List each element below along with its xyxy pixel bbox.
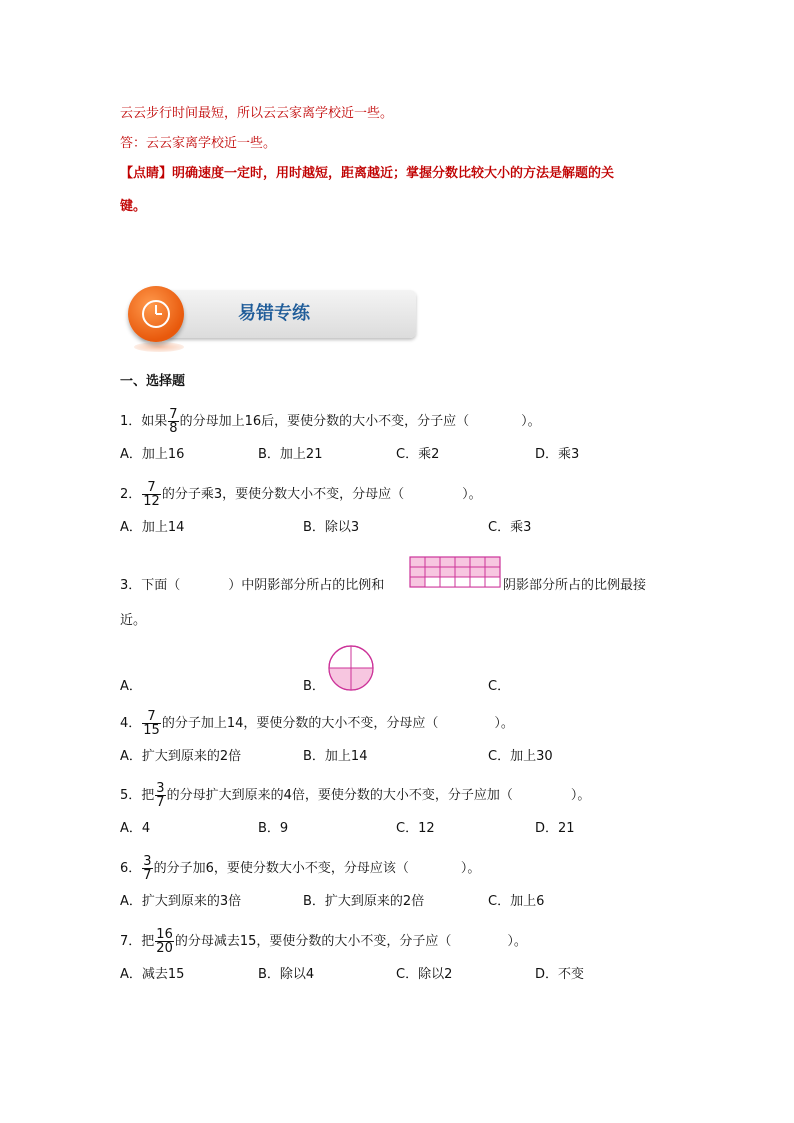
question-5 bbox=[120, 782, 590, 809]
fraction: $\frac{7}{15}$ bbox=[143, 709, 160, 738]
option-a[interactable]: A．扩大到原来的3倍 bbox=[120, 894, 242, 909]
question-number: 5． bbox=[120, 788, 142, 803]
intro-line-2: 答：云云家离学校近一些。 bbox=[120, 136, 277, 151]
option-a[interactable]: A．减去15 bbox=[120, 967, 185, 982]
clock-icon bbox=[128, 286, 184, 342]
question-number: 4． bbox=[120, 716, 142, 731]
section-banner bbox=[120, 286, 400, 356]
question-text: 的分子加6，要使分数大小不变，分母应该（ bbox=[153, 861, 409, 876]
question-number: 2． bbox=[120, 487, 142, 502]
question-text: ）。 bbox=[462, 487, 482, 502]
question-text: ）。 bbox=[570, 788, 591, 803]
question-number: 6． bbox=[120, 861, 142, 876]
option-a[interactable]: A． bbox=[120, 679, 142, 694]
comment-line-2: 键。 bbox=[120, 199, 147, 214]
option-a[interactable]: A．加上16 bbox=[120, 447, 185, 462]
option-b[interactable]: B． bbox=[303, 679, 325, 694]
option-d[interactable]: D．不变 bbox=[535, 967, 585, 982]
question-text: 的分母加上16后，要使分数的大小不变，分子应（ bbox=[179, 414, 470, 429]
option-c[interactable]: C．加上6 bbox=[488, 894, 545, 909]
comment-text: 明确速度一定时，用时越短，距离越近；掌握分数比较大小的方法是解题的关 bbox=[172, 166, 615, 181]
fraction: $\frac{7}{8}$ bbox=[169, 407, 178, 436]
option-b[interactable]: B．加上21 bbox=[258, 447, 323, 462]
question-text: ）。 bbox=[521, 414, 541, 429]
option-c[interactable]: C．12 bbox=[396, 821, 435, 836]
question-2 bbox=[120, 481, 482, 508]
fraction: $\frac{3}{7}$ bbox=[143, 854, 152, 883]
question-7 bbox=[120, 928, 527, 955]
banner-title: 易错专练 bbox=[238, 303, 310, 324]
intro-line-1: 云云步行时间最短，所以云云家离学校近一些。 bbox=[120, 106, 394, 121]
fraction: $\frac{16}{20}$ bbox=[156, 927, 173, 956]
option-c[interactable]: C．乘3 bbox=[488, 520, 532, 535]
option-c[interactable]: C． bbox=[488, 679, 511, 694]
option-d[interactable]: D．乘3 bbox=[535, 447, 580, 462]
option-b[interactable]: B．加上14 bbox=[303, 749, 368, 764]
banner-shadow bbox=[134, 342, 184, 352]
question-text: ）。 bbox=[494, 716, 514, 731]
question-text: 的分母扩大到原来的4倍，要使分数的大小不变，分子应加（ bbox=[166, 788, 513, 803]
option-b[interactable]: B．除以4 bbox=[258, 967, 315, 982]
question-4 bbox=[120, 710, 514, 737]
question-3-line2: 近。 bbox=[120, 613, 147, 628]
option-b[interactable]: B．扩大到原来的2倍 bbox=[303, 894, 425, 909]
question-text: 的分子乘3，要使分数大小不变，分母应（ bbox=[161, 487, 405, 502]
question-6 bbox=[120, 855, 480, 882]
question-text: 下面（ bbox=[141, 578, 181, 593]
comment-line-1 bbox=[120, 164, 614, 184]
question-3-tail: 阴影部分所占的比例最接 bbox=[503, 578, 647, 593]
question-text: 把 bbox=[141, 934, 155, 949]
option-b[interactable]: B．除以3 bbox=[303, 520, 360, 535]
option-c[interactable]: C．加上30 bbox=[488, 749, 553, 764]
fraction: $\frac{3}{7}$ bbox=[156, 781, 165, 810]
option-a[interactable]: A．加上14 bbox=[120, 520, 185, 535]
circle-figure[interactable] bbox=[327, 644, 375, 692]
option-a[interactable]: A．扩大到原来的2倍 bbox=[120, 749, 242, 764]
fraction: $\frac{7}{12}$ bbox=[143, 480, 160, 509]
option-c[interactable]: C．乘2 bbox=[396, 447, 440, 462]
question-text: 如果 bbox=[141, 414, 168, 429]
question-number: 1． bbox=[120, 414, 142, 429]
question-text: ）。 bbox=[460, 861, 481, 876]
question-text: ）。 bbox=[507, 934, 527, 949]
question-text: 把 bbox=[141, 788, 155, 803]
question-number: 7． bbox=[120, 934, 142, 949]
question-number: 3． bbox=[120, 578, 142, 593]
question-text: 的分子加上14，要使分数的大小不变，分母应（ bbox=[161, 716, 439, 731]
option-a[interactable]: A．4 bbox=[120, 821, 151, 836]
question-text: 的分母减去15，要使分数的大小不变，分子应（ bbox=[174, 934, 452, 949]
comment-tag: 【点睛】 bbox=[120, 166, 173, 181]
option-c[interactable]: C．除以2 bbox=[396, 967, 453, 982]
reference-grid-figure bbox=[409, 556, 501, 588]
section-heading: 一、选择题 bbox=[120, 374, 186, 389]
question-1 bbox=[120, 408, 541, 435]
question-text: ）中阴影部分所占的比例和 bbox=[228, 578, 385, 593]
question-3 bbox=[120, 576, 384, 596]
option-d[interactable]: D．21 bbox=[535, 821, 575, 836]
option-b[interactable]: B．9 bbox=[258, 821, 289, 836]
